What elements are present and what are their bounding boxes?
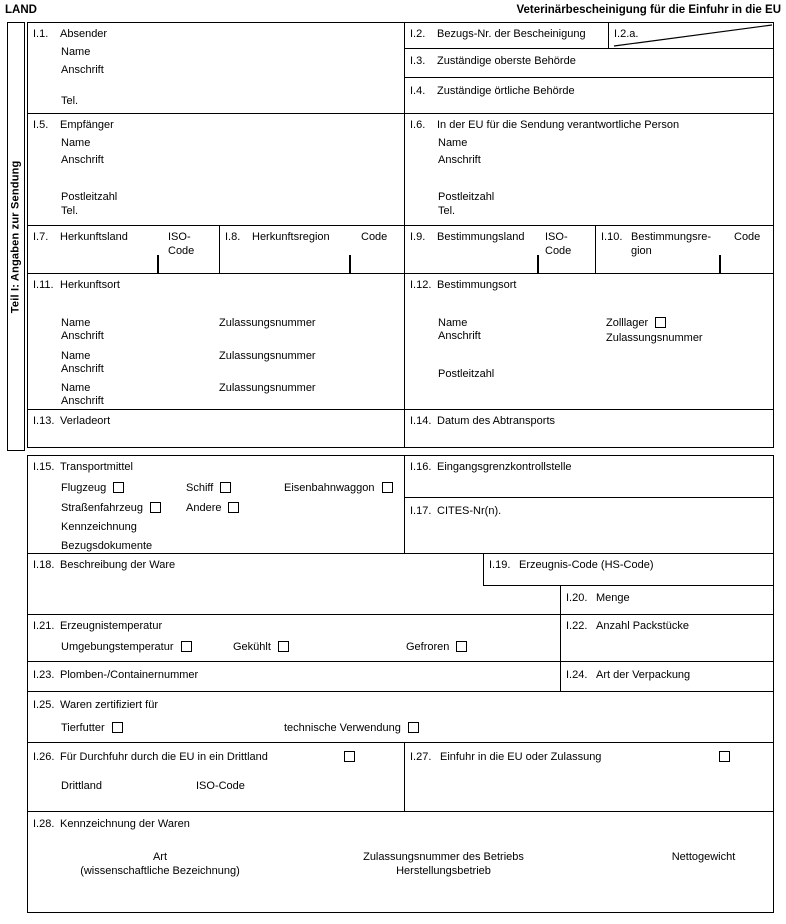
field-number: I.25. [33, 699, 55, 711]
column-header-art: Art [152, 851, 168, 863]
cell-i5-empfaenger [27, 113, 405, 226]
label-name: Name [61, 350, 91, 362]
column-header-zulassungsnummer-betrieb: Zulassungsnummer des Betriebs [363, 851, 524, 863]
label-anschrift: Anschrift [61, 330, 104, 342]
field-title: Art der Verpackung [596, 669, 691, 681]
field-title: Empfänger [60, 119, 114, 131]
cell-i22-anzahl-packstuecke [560, 614, 774, 662]
field-number: I.1. [33, 28, 49, 40]
label-code: Code [361, 231, 388, 243]
field-number: I.3. [410, 55, 426, 67]
label-anschrift: Anschrift [61, 154, 104, 166]
cell-i18-beschreibung-ware [27, 553, 561, 615]
label-zulassungsnummer: Zulassungsnummer [219, 382, 316, 394]
field-number: I.14. [410, 415, 432, 427]
label-anschrift: Anschrift [438, 330, 481, 342]
field-title: Bestimmungsland [437, 231, 525, 243]
field-title: Erzeugnistemperatur [60, 620, 163, 632]
field-title: Zuständige oberste Behörde [437, 55, 576, 67]
checkbox-zolllager[interactable] [655, 317, 666, 328]
field-number: I.8. [225, 231, 241, 243]
field-number: I.17. [410, 505, 432, 517]
cell-i9-bestimmungsland [404, 225, 596, 274]
code-entry-tick [349, 255, 351, 274]
label-andere: Andere [186, 502, 222, 514]
field-title: Transportmittel [60, 461, 133, 473]
checkbox-schiff[interactable] [220, 482, 231, 493]
field-number: I.19. [489, 559, 511, 571]
label-tel: Tel. [438, 205, 456, 217]
label-kennzeichnung: Kennzeichnung [61, 521, 137, 533]
cell-i2-bezugsnr [404, 22, 609, 49]
field-number: I.18. [33, 559, 55, 571]
code-entry-tick [537, 255, 539, 274]
label-iso-code: ISO-Code [168, 231, 195, 257]
field-title: Einfuhr in die EU oder Zulassung [440, 751, 602, 763]
field-title: Absender [60, 28, 108, 40]
checkbox-eisenbahnwaggon[interactable] [382, 482, 393, 493]
field-number: I.9. [410, 231, 426, 243]
field-title: Verladeort [60, 415, 111, 427]
label-postleitzahl: Postleitzahl [438, 368, 495, 380]
label-anschrift: Anschrift [438, 154, 481, 166]
label-name: Name [438, 137, 468, 149]
label-technische-verwendung: technische Verwendung [284, 722, 401, 734]
field-number: I.28. [33, 818, 55, 830]
cell-i16-grenzkontrollstelle [404, 455, 774, 498]
form-title: Veterinärbescheinigung für die Einfuhr in die EU [516, 4, 781, 16]
label-bezugsdokumente: Bezugsdokumente [61, 540, 153, 552]
code-entry-tick [157, 255, 159, 274]
field-number: I.4. [410, 85, 426, 97]
field-title: Herkunftsregion [252, 231, 330, 243]
column-header-wissenschaftliche-bezeichnung: (wissenschaftliche Bezeichnung) [80, 864, 240, 877]
field-number: I.13. [33, 415, 55, 427]
cell-i25-waren-zertifiziert [27, 691, 774, 743]
field-title: Herkunftsort [60, 279, 120, 291]
field-number: I.10. [601, 231, 623, 243]
label-tel: Tel. [61, 95, 79, 107]
cell-i12-bestimmungsort [404, 273, 774, 410]
cell-i21-erzeugnistemperatur [27, 614, 561, 662]
cell-i20-menge [560, 585, 774, 615]
cell-i3-oberste-behoerde [404, 48, 774, 78]
label-flugzeug: Flugzeug [61, 482, 107, 494]
field-number: I.24. [566, 669, 588, 681]
cell-i24-art-verpackung [560, 661, 774, 692]
cell-i28-kennzeichnung-waren [27, 811, 774, 913]
label-postleitzahl: Postleitzahl [438, 191, 495, 203]
checkbox-andere[interactable] [228, 502, 239, 513]
checkbox-durchfuhr-drittland[interactable] [344, 751, 355, 762]
field-number: I.23. [33, 669, 55, 681]
cell-i19-hs-code [483, 553, 774, 586]
field-title: In der EU für die Sendung verantwortliche Person [437, 119, 680, 131]
field-number: I.2.a. [614, 28, 639, 40]
checkbox-einfuhr-zulassung[interactable] [719, 751, 730, 762]
label-name: Name [61, 317, 91, 329]
cell-i6-verantwortliche-person [404, 113, 774, 226]
label-gefroren: Gefroren [406, 641, 450, 653]
checkbox-tierfutter[interactable] [112, 722, 123, 733]
field-number: I.22. [566, 620, 588, 632]
label-schiff: Schiff [186, 482, 214, 494]
checkbox-gekuehlt[interactable] [278, 641, 289, 652]
field-number: I.12. [410, 279, 432, 291]
label-code: Code [734, 231, 761, 243]
label-strassenfahrzeug: Straßenfahrzeug [61, 502, 143, 514]
label-name: Name [61, 137, 91, 149]
column-header-herstellungsbetrieb: Herstellungsbetrieb [396, 864, 491, 877]
field-title: Für Durchfuhr durch die EU in ein Drittland [60, 751, 268, 763]
label-anschrift: Anschrift [61, 363, 104, 375]
field-number: I.16. [410, 461, 432, 473]
cell-i15-transportmittel [27, 455, 405, 554]
label-iso-code: ISO-Code [196, 780, 245, 792]
field-title: Anzahl Packstücke [596, 620, 689, 632]
label-tel: Tel. [61, 205, 79, 217]
cell-i2a [608, 22, 774, 49]
field-title: Bestimmungsre-gion [631, 231, 712, 257]
field-number: I.15. [33, 461, 55, 473]
column-header-nettogewicht: Nettogewicht [671, 851, 736, 863]
field-number: I.11. [33, 279, 54, 291]
cell-i13-verladeort [27, 409, 405, 448]
cell-i7-herkunftsland [27, 225, 220, 274]
field-title: Herkunftsland [60, 231, 128, 243]
label-gekuehlt: Gekühlt [233, 641, 271, 653]
cell-i14-datum-abtransport [404, 409, 774, 448]
field-number: I.2. [410, 28, 426, 40]
label-zulassungsnummer: Zulassungsnummer [219, 317, 316, 329]
cell-i11-herkunftsort [27, 273, 405, 410]
label-iso-code: ISO-Code [545, 231, 572, 257]
field-number: I.26. [33, 751, 55, 763]
label-postleitzahl: Postleitzahl [61, 191, 118, 203]
field-number: I.5. [33, 119, 49, 131]
checkbox-umgebungstemperatur[interactable] [181, 641, 192, 652]
field-title: Datum des Abtransports [437, 415, 556, 427]
field-number: I.20. [566, 592, 588, 604]
field-title: Menge [596, 592, 630, 604]
cell-i27-einfuhr-zulassung [404, 742, 774, 812]
cell-i23-plomben-containernummer [27, 661, 561, 692]
field-number: I.7. [33, 231, 49, 243]
field-title: Erzeugnis-Code (HS-Code) [519, 559, 654, 571]
field-title: Waren zertifiziert für [60, 699, 159, 711]
field-title: Plomben-/Containernummer [60, 669, 199, 681]
cell-i17-cites [404, 497, 774, 554]
label-name: Name [61, 382, 91, 394]
cell-i8-herkunftsregion [219, 225, 405, 274]
field-title: Kennzeichnung der Waren [60, 818, 190, 830]
checkbox-technische-verwendung[interactable] [408, 722, 419, 733]
field-number: I.21. [33, 620, 55, 632]
label-zulassungsnummer: Zulassungsnummer [219, 350, 316, 362]
code-entry-tick [719, 255, 721, 274]
part-one-sidebar [7, 22, 25, 451]
cell-i26-durchfuhr-drittland [27, 742, 405, 812]
label-umgebungstemperatur: Umgebungstemperatur [61, 641, 174, 653]
field-title: CITES-Nr(n). [437, 505, 502, 517]
label-tierfutter: Tierfutter [61, 722, 105, 734]
label-name: Name [61, 46, 91, 58]
field-title: Bezugs-Nr. der Bescheinigung [437, 28, 586, 40]
label-anschrift: Anschrift [61, 395, 104, 407]
checkbox-strassenfahrzeug[interactable] [150, 502, 161, 513]
label-drittland: Drittland [61, 780, 102, 792]
field-title: Bestimmungsort [437, 279, 517, 291]
field-number: I.6. [410, 119, 426, 131]
part-one-label: Teil I: Angaben zur Sendung [9, 160, 22, 313]
field-number: I.27. [410, 751, 432, 763]
label-zolllager: Zolllager [606, 317, 649, 329]
label-zulassungsnummer: Zulassungsnummer [606, 332, 703, 344]
field-title: Eingangsgrenzkontrollstelle [437, 461, 572, 473]
field-title: Zuständige örtliche Behörde [437, 85, 575, 97]
label-name: Name [438, 317, 468, 329]
cell-i1-absender [27, 22, 405, 114]
label-anschrift: Anschrift [61, 64, 104, 76]
checkbox-flugzeug[interactable] [113, 482, 124, 493]
cell-i10-bestimmungsregion [595, 225, 774, 274]
label-eisenbahnwaggon: Eisenbahnwaggon [284, 482, 375, 494]
cell-i4-oertliche-behoerde [404, 77, 774, 114]
field-title: Beschreibung der Ware [60, 559, 176, 571]
country-heading: LAND [5, 4, 37, 16]
checkbox-gefroren[interactable] [456, 641, 467, 652]
